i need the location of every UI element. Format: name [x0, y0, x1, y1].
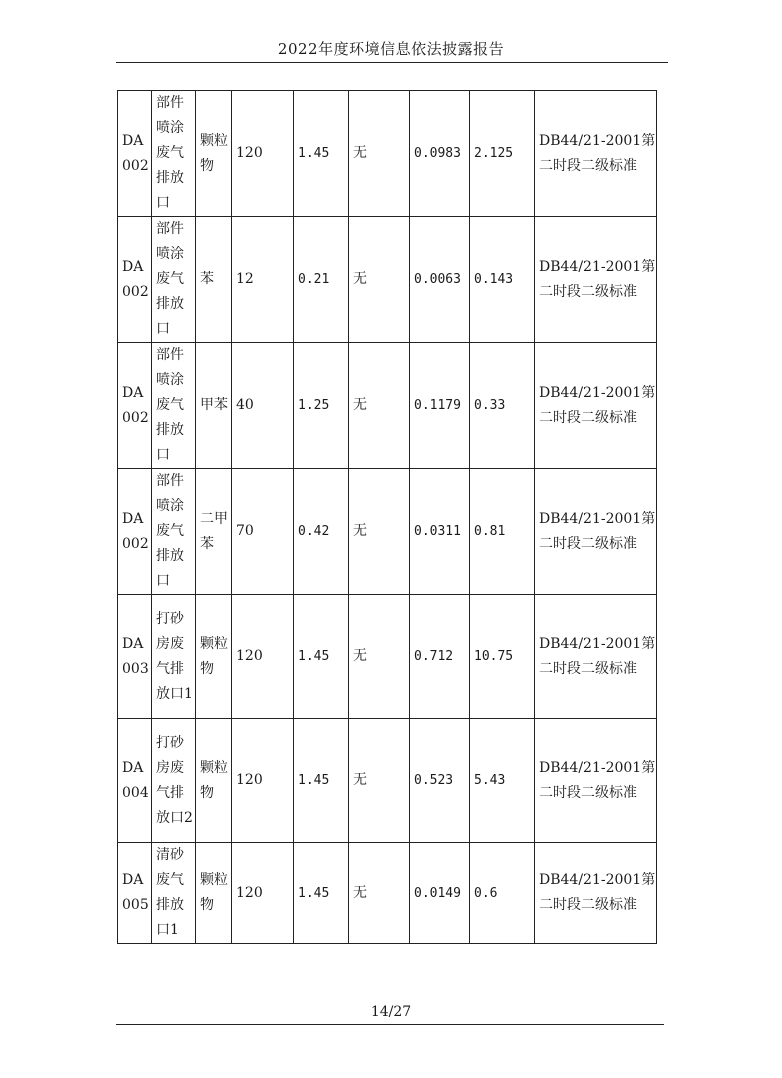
- pollutant-cell: 颗粒物: [196, 719, 232, 843]
- permitted-emission-cell: 2.125: [470, 91, 535, 217]
- table-row: [118, 343, 657, 469]
- rate-limit-cell: 0.42: [294, 469, 349, 595]
- exceedance-cell: 无: [349, 469, 410, 595]
- permitted-emission-cell: 0.33: [470, 343, 535, 469]
- standard-cell: DB44/21-2001第二时段二级标准: [535, 469, 657, 595]
- rate-limit-cell: 1.45: [294, 595, 349, 719]
- exceedance-cell: 无: [349, 91, 410, 217]
- outlet-id-cell: DA003: [118, 595, 152, 719]
- standard-cell: DB44/21-2001第二时段二级标准: [535, 217, 657, 343]
- pollutant-cell: 甲苯: [196, 343, 232, 469]
- outlet-id-cell: DA002: [118, 343, 152, 469]
- actual-emission-cell: 0.0063: [410, 217, 470, 343]
- pollutant-cell: 颗粒物: [196, 843, 232, 944]
- outlet-id-cell: DA002: [118, 469, 152, 595]
- concentration-limit-cell: 120: [232, 843, 294, 944]
- rate-limit-cell: 0.21: [294, 217, 349, 343]
- rate-limit-cell: 1.45: [294, 91, 349, 217]
- outlet-id-cell: DA002: [118, 217, 152, 343]
- emission-table: [117, 90, 657, 944]
- permitted-emission-cell: 5.43: [470, 719, 535, 843]
- exceedance-cell: 无: [349, 343, 410, 469]
- pollutant-cell: 颗粒物: [196, 91, 232, 217]
- permitted-emission-cell: 0.6: [470, 843, 535, 944]
- outlet-name-cell: 部件喷涂废气排放口: [152, 469, 196, 595]
- standard-cell: DB44/21-2001第二时段二级标准: [535, 343, 657, 469]
- outlet-name-cell: 部件喷涂废气排放口: [152, 91, 196, 217]
- actual-emission-cell: 0.712: [410, 595, 470, 719]
- footer-divider: [116, 1024, 664, 1025]
- rate-limit-cell: 1.45: [294, 719, 349, 843]
- standard-cell: DB44/21-2001第二时段二级标准: [535, 843, 657, 944]
- permitted-emission-cell: 0.81: [470, 469, 535, 595]
- outlet-id-cell: DA002: [118, 91, 152, 217]
- page-header-title: 2022年度环境信息依法披露报告: [277, 40, 505, 58]
- exceedance-cell: 无: [349, 843, 410, 944]
- header-divider: [116, 62, 668, 63]
- outlet-name-cell: 打砂房废气排放口2: [152, 719, 196, 843]
- outlet-name-cell: 部件喷涂废气排放口: [152, 217, 196, 343]
- exceedance-cell: 无: [349, 217, 410, 343]
- pollutant-cell: 苯: [196, 217, 232, 343]
- rate-limit-cell: 1.25: [294, 343, 349, 469]
- outlet-name-cell: 打砂房废气排放口1: [152, 595, 196, 719]
- actual-emission-cell: 0.0311: [410, 469, 470, 595]
- permitted-emission-cell: 0.143: [470, 217, 535, 343]
- permitted-emission-cell: 10.75: [470, 595, 535, 719]
- rate-limit-cell: 1.45: [294, 843, 349, 944]
- outlet-id-cell: DA005: [118, 843, 152, 944]
- standard-cell: DB44/21-2001第二时段二级标准: [535, 719, 657, 843]
- pollutant-cell: 二甲苯: [196, 469, 232, 595]
- concentration-limit-cell: 120: [232, 595, 294, 719]
- table-row: [118, 843, 657, 944]
- table-row: [118, 217, 657, 343]
- page-number: 14/27: [370, 1004, 412, 1020]
- concentration-limit-cell: 40: [232, 343, 294, 469]
- concentration-limit-cell: 120: [232, 91, 294, 217]
- actual-emission-cell: 0.0149: [410, 843, 470, 944]
- standard-cell: DB44/21-2001第二时段二级标准: [535, 595, 657, 719]
- table-row: [118, 91, 657, 217]
- concentration-limit-cell: 120: [232, 719, 294, 843]
- actual-emission-cell: 0.523: [410, 719, 470, 843]
- outlet-name-cell: 清砂废气排放口1: [152, 843, 196, 944]
- actual-emission-cell: 0.0983: [410, 91, 470, 217]
- standard-cell: DB44/21-2001第二时段二级标准: [535, 91, 657, 217]
- pollutant-cell: 颗粒物: [196, 595, 232, 719]
- outlet-name-cell: 部件喷涂废气排放口: [152, 343, 196, 469]
- table-row: [118, 719, 657, 843]
- exceedance-cell: 无: [349, 595, 410, 719]
- concentration-limit-cell: 12: [232, 217, 294, 343]
- actual-emission-cell: 0.1179: [410, 343, 470, 469]
- table-row: [118, 595, 657, 719]
- table-row: [118, 469, 657, 595]
- exceedance-cell: 无: [349, 719, 410, 843]
- outlet-id-cell: DA004: [118, 719, 152, 843]
- concentration-limit-cell: 70: [232, 469, 294, 595]
